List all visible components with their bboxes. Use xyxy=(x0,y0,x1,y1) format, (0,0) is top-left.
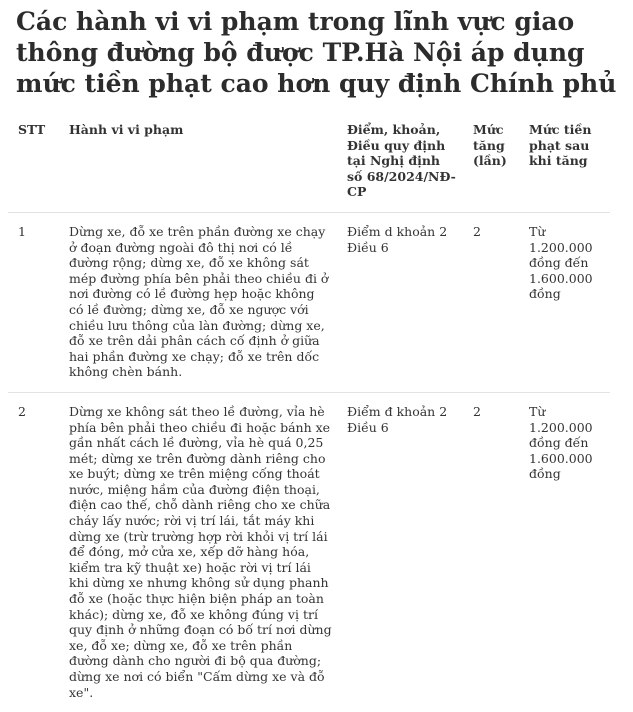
header-fine: Mức tiền phạt sau khi tăng xyxy=(529,122,592,169)
cell-violation: Dừng xe không sát theo lề đường, vỉa hè phía bên phải theo chiều đi hoặc bánh xe gần nhất cách lề đường, vỉa hè quá 0,25 mét; dừng xe trên đường dành riêng cho xe buýt; dừng xe trên miệng cống thoát nước, miệng hầm của đường điện thoại, điện cao thế, chỗ dành riêng cho xe chữa cháy lấy nước; rời vị trí lái, tắt máy khi dừng xe (trừ trường hợp rời khỏi vị trí lái để đóng, mở cửa xe, xếp dỡ hàng hóa, kiểm tra kỹ thuật xe) hoặc rời vị trí lái khi dừng xe nhưng không sử dụng phanh đỗ xe (hoặc thực hiện biện pháp an toàn khác); dừng xe, đỗ xe không đúng vị trí quy định ở những đoạn có bố trí nơi dừng xe, đỗ xe; dừng xe, đỗ xe trên phần đường dành cho người đi bộ qua đường; dừng xe nơi có biển "Cấm dừng xe và đỗ xe". xyxy=(59,392,337,712)
header-violation: Hành vi vi phạm xyxy=(69,122,184,137)
cell-fine: Từ 1.200.000 đồng đến 1.600.000 đồng xyxy=(519,212,610,392)
header-stt: STT xyxy=(18,122,46,137)
violations-table xyxy=(8,112,610,712)
cell-fine: Từ 1.200.000 đồng đến 1.600.000 đồng xyxy=(519,392,610,712)
table-header-row xyxy=(8,112,610,212)
article-title: Các hành vi vi phạm trong lĩnh vực giao thông đường bộ được TP.Hà Nội áp dụng mức tiền phạt cao hơn quy định Chính phủ xyxy=(16,7,617,98)
table-row xyxy=(8,212,610,392)
cell-stt: 2 xyxy=(8,392,59,712)
cell-stt: 1 xyxy=(8,212,59,392)
cell-clause: Điểm đ khoản 2 Điều 6 xyxy=(337,392,463,712)
cell-increase: 2 xyxy=(463,392,519,712)
cell-violation: Dừng xe, đỗ xe trên phần đường xe chạy ở đoạn đường ngoài đô thị nơi có lề đường rộng; dừng xe, đỗ xe không sát mép đường phía bên phải theo chiều đi ở nơi đường có lề đường hẹp hoặc không có lề đường; dừng xe, đỗ xe ngược với chiều lưu thông của làn đường; dừng xe, đỗ xe trên dải phân cách cố định ở giữa hai phần đường xe chạy; đỗ xe trên dốc không chèn bánh. xyxy=(59,212,337,392)
table-row xyxy=(8,392,610,712)
header-increase: Mức tăng (lần) xyxy=(473,122,507,169)
cell-increase: 2 xyxy=(463,212,519,392)
cell-clause: Điểm d khoản 2 Điều 6 xyxy=(337,212,463,392)
header-clause: Điểm, khoản, Điều quy định tại Nghị định số 68/2024/NĐ-CP xyxy=(347,122,456,200)
